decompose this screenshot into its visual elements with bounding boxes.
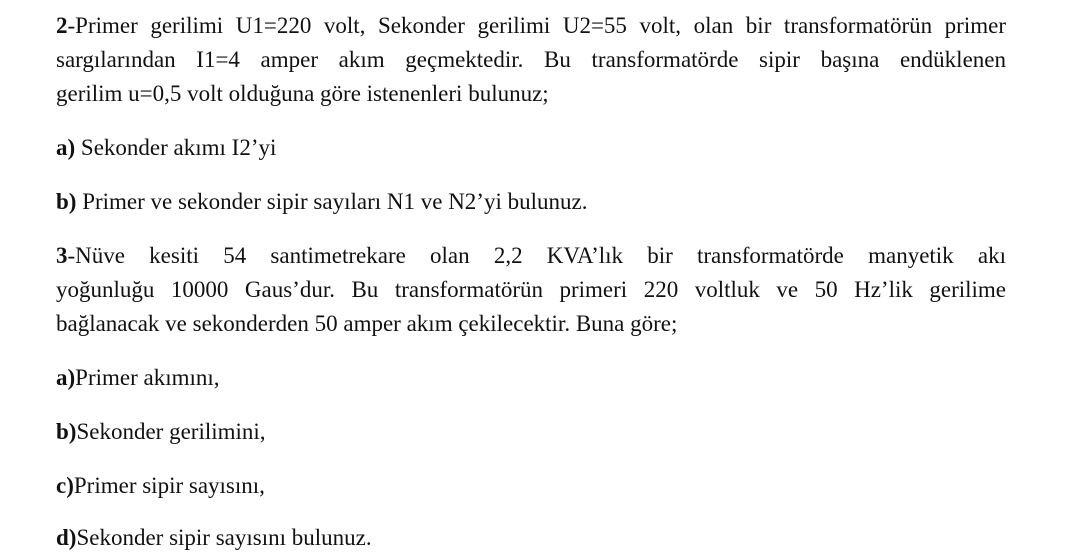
problem-2-text-1: -Primer gerilimi U1=220 volt, Sekonder gerilimi U2=55 volt, olan bir transformatörün primer (67, 13, 1006, 38)
problem-3-item-c-label: c) (56, 473, 74, 498)
problem-3-item-b-text: Sekonder gerilimini, (76, 419, 266, 444)
problem-2-line-3: gerilim u=0,5 volt olduğuna göre istenenleri bulunuz; (56, 81, 549, 106)
problem-3-number: 3 (56, 243, 68, 268)
problem-3-item-a-text: Primer akımını, (75, 365, 220, 390)
problem-3-line-1 (56, 242, 1006, 270)
problem-3-item-d (56, 524, 372, 552)
problem-2-item-a-text: Sekonder akımı I2’yi (75, 135, 277, 160)
problem-3-line-2: yoğunluğu 10000 Gaus’dur. Bu transformatörün primeri 220 voltluk ve 50 Hz’lik gerilime (56, 277, 1006, 302)
problem-2-item-a (56, 134, 276, 162)
problem-2-number: 2 (56, 13, 68, 38)
problem-3-item-d-label: d) (56, 525, 77, 550)
problem-2-item-a-label: a) (56, 135, 76, 160)
problem-3-text-1: -Nüve kesiti 54 santimetrekare olan 2,2 KVA’lık bir transformatörde manyetik akı (67, 243, 1006, 268)
problem-3-item-b (56, 418, 266, 446)
problem-3-item-c (56, 472, 265, 500)
problem-2-item-b (56, 188, 587, 216)
problem-2-item-b-label: b) (56, 189, 77, 214)
problem-2-line-1 (56, 12, 1006, 40)
problem-3-item-c-text: Primer sipir sayısını, (73, 473, 265, 498)
problem-2-item-b-text: Primer ve sekonder sipir sayıları N1 ve N2’yi bulunuz. (76, 189, 588, 214)
problem-3-line-3: bağlanacak ve sekonderden 50 amper akım çekilecektir. Buna göre; (56, 311, 678, 336)
problem-2-line-2: sargılarından I1=4 amper akım geçmektedir. Bu transformatörde sipir başına endüklenen (56, 47, 1006, 72)
problem-3-item-b-label: b) (56, 419, 77, 444)
problem-3-item-d-text: Sekonder sipir sayısını bulunuz. (76, 525, 372, 550)
problem-3-item-a (56, 364, 220, 392)
problem-3-item-a-label: a) (56, 365, 76, 390)
